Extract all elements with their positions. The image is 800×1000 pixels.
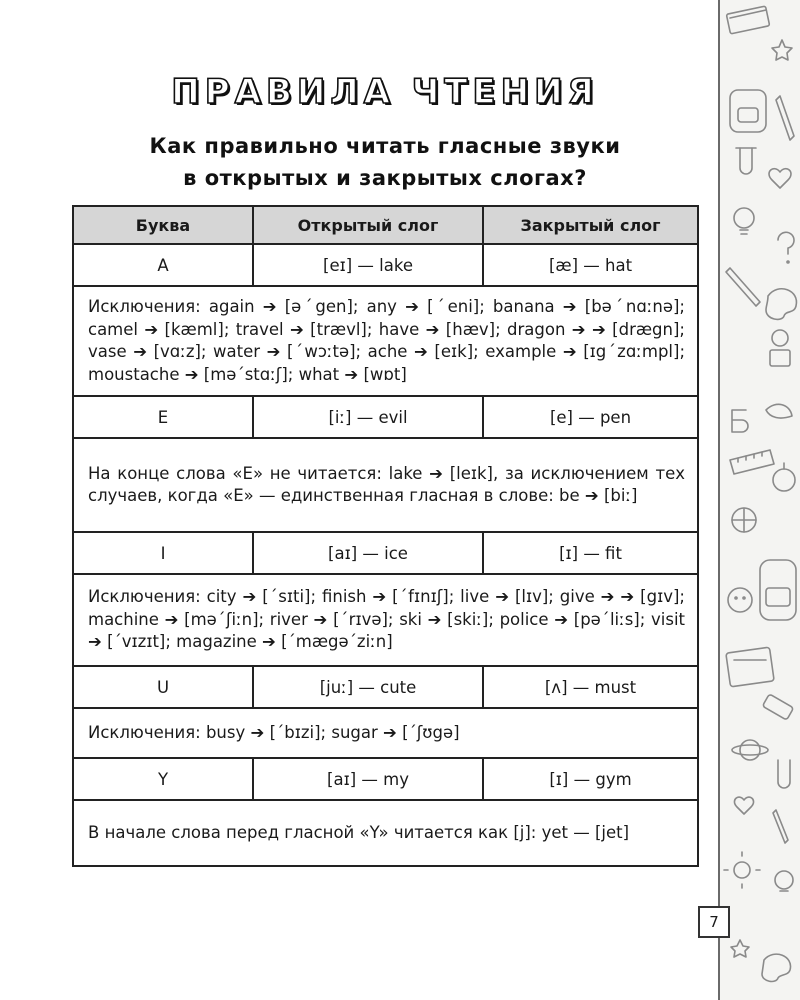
globe-icon [732,508,756,532]
row-open-syllable: [eɪ] — lake [253,244,483,286]
sun-icon [724,852,760,888]
header-closed-syllable: Закрытый слог [483,206,698,244]
question-icon [778,232,794,263]
header-letter: Буква [73,206,253,244]
row-open-syllable: [aɪ] — my [253,758,483,800]
backpack-icon-2 [760,560,796,620]
row-letter: U [73,666,253,708]
row-note: Исключения: busy ➔ [ˊbɪzi]; sugar ➔ [ˊʃʊgə] [73,708,698,758]
row-open-syllable: [juː] — cute [253,666,483,708]
leaf-icon [766,404,792,418]
heart-icon-2 [734,797,753,814]
book-stack-icon [726,647,774,687]
lightbulb-icon-2 [775,871,793,891]
page-number: 7 [698,906,730,938]
page-title: ПРАВИЛА ЧТЕНИЯ [171,72,599,112]
table-note-row-i [73,574,698,666]
planet-icon [732,740,768,760]
row-letter: A [73,244,253,286]
row-note: На конце слова «E» не читается: lake ➔ [leɪk], за исключением тех случаев, когда «E» — единственная гласная в слове: be ➔ [biː] [73,438,698,532]
lightbulb-icon [734,208,754,234]
row-closed-syllable: [æ] — hat [483,244,698,286]
row-note: В начале слова перед гласной «Y» читается как [j]: yet — [jet] [73,800,698,866]
brush-icon [773,810,788,843]
star-icon [772,40,792,60]
table-header-row [73,206,698,244]
star-icon-2 [731,940,749,957]
table-row-y [73,758,698,800]
heart-icon [769,169,791,188]
row-letter: I [73,532,253,574]
book-icon [726,6,769,34]
palette-icon-2 [762,954,791,981]
apple-face-icon [728,588,752,612]
pencil-icon-2 [726,268,760,306]
row-open-syllable: [iː] — evil [253,396,483,438]
row-closed-syllable: [ɪ] — gym [483,758,698,800]
table-note-row-u [73,708,698,758]
row-letter: E [73,396,253,438]
table-note-row-y [73,800,698,866]
pencil-icon [776,96,794,140]
table-row-u [73,666,698,708]
table-note-row-a [73,286,698,396]
row-note: Исключения: city ➔ [ˊsɪti]; finish ➔ [ˊfɪnɪʃ]; live ➔ [lɪv]; give ➔ ➔ [gɪv]; machine ➔ [məˊʃiːn]; river ➔ [ˊrɪvə]; ski ➔ [skiː]; police ➔ [pəˊliːs]; visit ➔ [ˊvɪzɪt]; magazine ➔ [ˊmægəˊziːn] [73,574,698,666]
row-closed-syllable: [ɪ] — fit [483,532,698,574]
table-row-e [73,396,698,438]
table-row-a [73,244,698,286]
reading-rules-table [72,205,699,867]
row-letter: Y [73,758,253,800]
subtitle-line-2: в открытых и закрытых слогах? [183,166,587,190]
ruler-icon [730,450,774,474]
subtitle-line-1: Как правильно читать гласные звуки [149,134,621,158]
table-row-i [73,532,698,574]
page-subtitle [0,130,770,194]
apple-icon [773,463,795,491]
table-note-row-e [73,438,698,532]
row-open-syllable: [aɪ] — ice [253,532,483,574]
flower-pot-icon [770,330,790,366]
header-open-syllable: Открытый слог [253,206,483,244]
row-note: Исключения: again ➔ [əˊgen]; any ➔ [ˊeni]; banana ➔ [bəˊnɑːnə]; camel ➔ [kæml]; travel ➔ [trævl]; have ➔ [hæv]; dragon ➔ ➔ [drægn]; vase ➔ [vɑːz]; water ➔ [ˊwɔːtə]; ache ➔ [eɪk]; example ➔ [ɪgˊzɑːmpl]; moustache ➔ [məˊstɑːʃ]; what ➔ [wɒt] [73,286,698,396]
row-closed-syllable: [e] — pen [483,396,698,438]
test-tube-icon-2 [778,760,790,788]
letter-b-icon [732,410,748,432]
row-closed-syllable: [ʌ] — must [483,666,698,708]
palette-icon [766,289,796,320]
eraser-icon [762,694,793,720]
